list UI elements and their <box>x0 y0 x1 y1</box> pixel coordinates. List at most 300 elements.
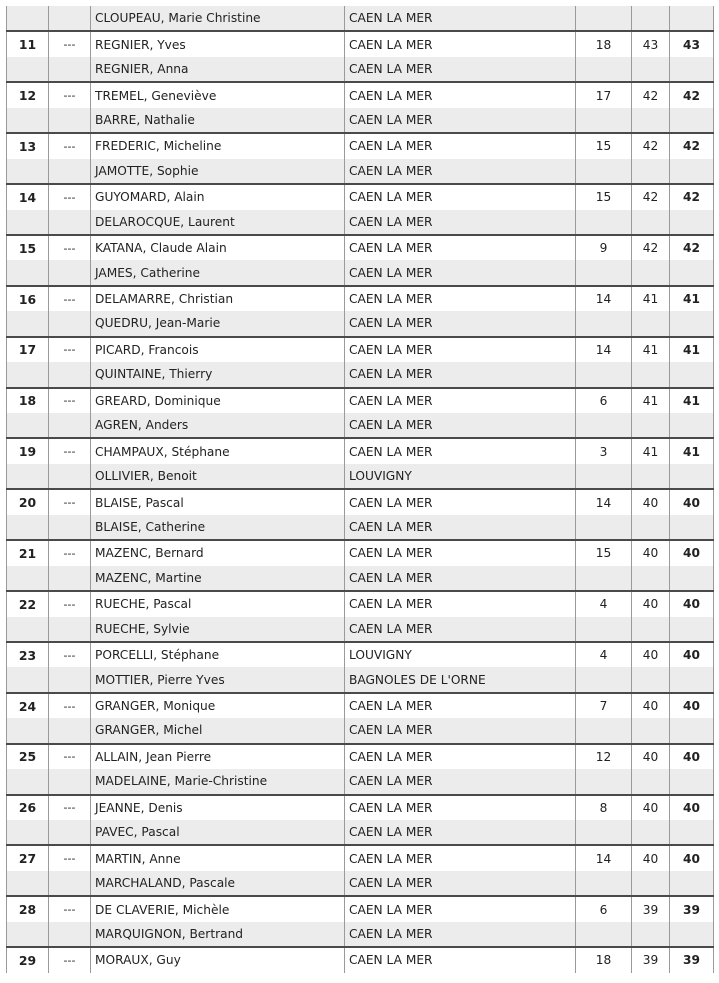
player-name-cell: OLLIVIER, Benoit <box>91 464 345 489</box>
score-b-cell: 41 <box>632 388 670 413</box>
score-a-cell: 9 <box>576 235 632 260</box>
total-score-cell <box>670 108 714 133</box>
total-score-cell: 41 <box>670 388 714 413</box>
player-name-cell: MARQUIGNON, Bertrand <box>91 922 345 947</box>
score-b-cell: 40 <box>632 642 670 667</box>
table-row <box>7 642 714 667</box>
total-score-cell: 40 <box>670 489 714 514</box>
table-row <box>7 744 714 769</box>
player-name-cell: GRANGER, Michel <box>91 718 345 743</box>
player-name-cell: MARCHALAND, Pascale <box>91 871 345 896</box>
rank-cell <box>7 413 49 438</box>
table-row <box>7 845 714 870</box>
score-b-cell <box>632 413 670 438</box>
total-score-cell <box>670 922 714 947</box>
score-a-cell: 6 <box>576 388 632 413</box>
club-cell: CAEN LA MER <box>345 769 576 794</box>
player-name-cell: FREDERIC, Micheline <box>91 133 345 158</box>
score-a-cell <box>576 311 632 336</box>
score-a-cell <box>576 210 632 235</box>
club-cell: CAEN LA MER <box>345 210 576 235</box>
player-name-cell: QUINTAINE, Thierry <box>91 362 345 387</box>
table-row <box>7 667 714 692</box>
player-name-cell: JAMES, Catherine <box>91 260 345 285</box>
score-b-cell: 41 <box>632 438 670 463</box>
score-a-cell: 15 <box>576 184 632 209</box>
dash-cell: --- <box>49 286 91 311</box>
total-score-cell: 42 <box>670 133 714 158</box>
player-name-cell: BLAISE, Pascal <box>91 489 345 514</box>
rank-cell: 14 <box>7 184 49 209</box>
club-cell: CAEN LA MER <box>345 591 576 616</box>
dash-cell <box>49 871 91 896</box>
club-cell: LOUVIGNY <box>345 464 576 489</box>
total-score-cell: 41 <box>670 286 714 311</box>
score-a-cell <box>576 566 632 591</box>
dash-cell: --- <box>49 845 91 870</box>
rank-cell <box>7 57 49 82</box>
total-score-cell <box>670 362 714 387</box>
score-b-cell <box>632 6 670 31</box>
table-row <box>7 947 714 972</box>
table-row <box>7 718 714 743</box>
table-row <box>7 184 714 209</box>
dash-cell: --- <box>49 947 91 972</box>
club-cell: CAEN LA MER <box>345 820 576 845</box>
rank-cell <box>7 617 49 642</box>
rank-cell: 29 <box>7 947 49 972</box>
table-row <box>7 210 714 235</box>
dash-cell <box>49 464 91 489</box>
score-b-cell <box>632 617 670 642</box>
score-a-cell <box>576 159 632 184</box>
rank-cell <box>7 210 49 235</box>
dash-cell <box>49 922 91 947</box>
dash-cell: --- <box>49 337 91 362</box>
club-cell: CAEN LA MER <box>345 362 576 387</box>
score-a-cell <box>576 718 632 743</box>
score-b-cell: 42 <box>632 82 670 107</box>
rank-cell: 24 <box>7 693 49 718</box>
dash-cell: --- <box>49 591 91 616</box>
total-score-cell: 43 <box>670 31 714 56</box>
table-row <box>7 489 714 514</box>
total-score-cell <box>670 413 714 438</box>
dash-cell <box>49 718 91 743</box>
table-row <box>7 108 714 133</box>
table-row <box>7 159 714 184</box>
dash-cell <box>49 667 91 692</box>
score-b-cell: 40 <box>632 540 670 565</box>
player-name-cell: GUYOMARD, Alain <box>91 184 345 209</box>
total-score-cell <box>670 871 714 896</box>
score-a-cell <box>576 667 632 692</box>
rank-cell: 15 <box>7 235 49 260</box>
score-b-cell <box>632 108 670 133</box>
club-cell: CAEN LA MER <box>345 184 576 209</box>
score-a-cell <box>576 922 632 947</box>
table-row <box>7 591 714 616</box>
player-name-cell: MARTIN, Anne <box>91 845 345 870</box>
rank-cell <box>7 566 49 591</box>
score-a-cell: 4 <box>576 642 632 667</box>
rank-cell: 23 <box>7 642 49 667</box>
total-score-cell <box>670 820 714 845</box>
score-a-cell <box>576 769 632 794</box>
table-row <box>7 617 714 642</box>
total-score-cell <box>670 566 714 591</box>
score-b-cell: 40 <box>632 693 670 718</box>
dash-cell: --- <box>49 744 91 769</box>
table-row <box>7 769 714 794</box>
club-cell: CAEN LA MER <box>345 57 576 82</box>
rank-cell: 17 <box>7 337 49 362</box>
club-cell: CAEN LA MER <box>345 6 576 31</box>
rank-cell <box>7 871 49 896</box>
dash-cell: --- <box>49 489 91 514</box>
player-name-cell: ALLAIN, Jean Pierre <box>91 744 345 769</box>
total-score-cell: 40 <box>670 540 714 565</box>
table-row <box>7 896 714 921</box>
score-a-cell <box>576 515 632 540</box>
total-score-cell <box>670 667 714 692</box>
score-b-cell: 40 <box>632 845 670 870</box>
rank-cell: 18 <box>7 388 49 413</box>
score-a-cell: 8 <box>576 795 632 820</box>
total-score-cell: 42 <box>670 184 714 209</box>
club-cell: CAEN LA MER <box>345 845 576 870</box>
player-name-cell: REGNIER, Yves <box>91 31 345 56</box>
score-b-cell: 43 <box>632 31 670 56</box>
score-b-cell <box>632 820 670 845</box>
score-a-cell <box>576 617 632 642</box>
rank-cell <box>7 311 49 336</box>
table-row <box>7 540 714 565</box>
rank-cell: 26 <box>7 795 49 820</box>
score-a-cell: 14 <box>576 337 632 362</box>
total-score-cell: 41 <box>670 337 714 362</box>
player-name-cell: CHAMPAUX, Stéphane <box>91 438 345 463</box>
club-cell: CAEN LA MER <box>345 31 576 56</box>
total-score-cell: 39 <box>670 947 714 972</box>
club-cell: CAEN LA MER <box>345 260 576 285</box>
score-a-cell <box>576 260 632 285</box>
total-score-cell <box>670 57 714 82</box>
score-b-cell: 41 <box>632 286 670 311</box>
club-cell: CAEN LA MER <box>345 896 576 921</box>
table-row <box>7 438 714 463</box>
club-cell: CAEN LA MER <box>345 566 576 591</box>
total-score-cell <box>670 769 714 794</box>
dash-cell: --- <box>49 540 91 565</box>
rank-cell <box>7 820 49 845</box>
total-score-cell: 41 <box>670 438 714 463</box>
score-b-cell <box>632 159 670 184</box>
score-b-cell: 40 <box>632 489 670 514</box>
player-name-cell: RUECHE, Sylvie <box>91 617 345 642</box>
score-b-cell <box>632 57 670 82</box>
score-b-cell: 41 <box>632 337 670 362</box>
score-a-cell <box>576 464 632 489</box>
player-name-cell: MAZENC, Martine <box>91 566 345 591</box>
player-name-cell: KATANA, Claude Alain <box>91 235 345 260</box>
rank-cell <box>7 922 49 947</box>
table-row <box>7 871 714 896</box>
player-name-cell: MORAUX, Guy <box>91 947 345 972</box>
score-a-cell: 3 <box>576 438 632 463</box>
club-cell: CAEN LA MER <box>345 540 576 565</box>
score-b-cell <box>632 566 670 591</box>
dash-cell <box>49 108 91 133</box>
score-a-cell <box>576 57 632 82</box>
rank-cell: 12 <box>7 82 49 107</box>
total-score-cell: 40 <box>670 591 714 616</box>
results-table <box>6 6 714 973</box>
total-score-cell <box>670 617 714 642</box>
player-name-cell: MADELAINE, Marie-Christine <box>91 769 345 794</box>
rank-cell <box>7 718 49 743</box>
club-cell: CAEN LA MER <box>345 337 576 362</box>
dash-cell: --- <box>49 82 91 107</box>
dash-cell: --- <box>49 184 91 209</box>
player-name-cell: RUECHE, Pascal <box>91 591 345 616</box>
club-cell: CAEN LA MER <box>345 795 576 820</box>
score-a-cell: 14 <box>576 489 632 514</box>
club-cell: CAEN LA MER <box>345 388 576 413</box>
score-b-cell <box>632 667 670 692</box>
score-a-cell <box>576 871 632 896</box>
score-a-cell: 18 <box>576 31 632 56</box>
rank-cell <box>7 362 49 387</box>
club-cell: CAEN LA MER <box>345 82 576 107</box>
club-cell: CAEN LA MER <box>345 286 576 311</box>
total-score-cell: 40 <box>670 845 714 870</box>
score-a-cell: 7 <box>576 693 632 718</box>
table-row <box>7 515 714 540</box>
player-name-cell: DE CLAVERIE, Michèle <box>91 896 345 921</box>
rank-cell <box>7 260 49 285</box>
dash-cell: --- <box>49 795 91 820</box>
player-name-cell: JAMOTTE, Sophie <box>91 159 345 184</box>
rank-cell: 21 <box>7 540 49 565</box>
rank-cell: 11 <box>7 31 49 56</box>
score-a-cell <box>576 362 632 387</box>
rank-cell: 28 <box>7 896 49 921</box>
player-name-cell: QUEDRU, Jean-Marie <box>91 311 345 336</box>
score-a-cell <box>576 820 632 845</box>
total-score-cell: 40 <box>670 693 714 718</box>
club-cell: CAEN LA MER <box>345 693 576 718</box>
club-cell: CAEN LA MER <box>345 947 576 972</box>
total-score-cell: 40 <box>670 744 714 769</box>
table-row <box>7 566 714 591</box>
dash-cell: --- <box>49 896 91 921</box>
club-cell: CAEN LA MER <box>345 744 576 769</box>
table-row <box>7 922 714 947</box>
rank-cell <box>7 667 49 692</box>
score-b-cell <box>632 718 670 743</box>
score-a-cell: 18 <box>576 947 632 972</box>
rank-cell: 22 <box>7 591 49 616</box>
club-cell: CAEN LA MER <box>345 133 576 158</box>
rank-cell: 13 <box>7 133 49 158</box>
total-score-cell <box>670 260 714 285</box>
total-score-cell <box>670 210 714 235</box>
score-b-cell <box>632 260 670 285</box>
club-cell: CAEN LA MER <box>345 489 576 514</box>
dash-cell <box>49 6 91 31</box>
club-cell: LOUVIGNY <box>345 642 576 667</box>
dash-cell <box>49 159 91 184</box>
total-score-cell <box>670 464 714 489</box>
score-a-cell: 6 <box>576 896 632 921</box>
club-cell: CAEN LA MER <box>345 617 576 642</box>
dash-cell: --- <box>49 388 91 413</box>
rank-cell: 27 <box>7 845 49 870</box>
dash-cell <box>49 820 91 845</box>
table-row <box>7 235 714 260</box>
dash-cell <box>49 515 91 540</box>
dash-cell <box>49 57 91 82</box>
player-name-cell: BARRE, Nathalie <box>91 108 345 133</box>
dash-cell: --- <box>49 642 91 667</box>
score-b-cell <box>632 210 670 235</box>
score-a-cell: 15 <box>576 540 632 565</box>
table-row <box>7 388 714 413</box>
table-row <box>7 6 714 31</box>
rank-cell <box>7 108 49 133</box>
results-table-body <box>7 6 714 973</box>
table-row <box>7 337 714 362</box>
rank-cell: 25 <box>7 744 49 769</box>
table-row <box>7 362 714 387</box>
rank-cell <box>7 464 49 489</box>
club-cell: CAEN LA MER <box>345 108 576 133</box>
score-b-cell <box>632 871 670 896</box>
dash-cell: --- <box>49 31 91 56</box>
player-name-cell: CLOUPEAU, Marie Christine <box>91 6 345 31</box>
rank-cell: 16 <box>7 286 49 311</box>
dash-cell <box>49 362 91 387</box>
table-row <box>7 286 714 311</box>
rank-cell: 19 <box>7 438 49 463</box>
player-name-cell: DELAMARRE, Christian <box>91 286 345 311</box>
dash-cell <box>49 566 91 591</box>
dash-cell <box>49 769 91 794</box>
rank-cell <box>7 515 49 540</box>
player-name-cell: MAZENC, Bernard <box>91 540 345 565</box>
total-score-cell <box>670 311 714 336</box>
player-name-cell: GRANGER, Monique <box>91 693 345 718</box>
rank-cell: 20 <box>7 489 49 514</box>
total-score-cell <box>670 6 714 31</box>
dash-cell <box>49 260 91 285</box>
table-row <box>7 795 714 820</box>
total-score-cell: 40 <box>670 642 714 667</box>
table-row <box>7 464 714 489</box>
player-name-cell: REGNIER, Anna <box>91 57 345 82</box>
player-name-cell: MOTTIER, Pierre Yves <box>91 667 345 692</box>
score-a-cell: 12 <box>576 744 632 769</box>
score-a-cell: 15 <box>576 133 632 158</box>
dash-cell <box>49 311 91 336</box>
table-row <box>7 133 714 158</box>
player-name-cell: TREMEL, Geneviève <box>91 82 345 107</box>
score-b-cell: 42 <box>632 184 670 209</box>
score-b-cell: 40 <box>632 591 670 616</box>
total-score-cell: 42 <box>670 235 714 260</box>
dash-cell: --- <box>49 235 91 260</box>
player-name-cell: DELAROCQUE, Laurent <box>91 210 345 235</box>
dash-cell: --- <box>49 693 91 718</box>
score-b-cell: 42 <box>632 133 670 158</box>
rank-cell <box>7 6 49 31</box>
player-name-cell: AGREN, Anders <box>91 413 345 438</box>
club-cell: CAEN LA MER <box>345 718 576 743</box>
table-row <box>7 820 714 845</box>
score-b-cell <box>632 362 670 387</box>
score-b-cell <box>632 515 670 540</box>
score-a-cell: 17 <box>576 82 632 107</box>
total-score-cell <box>670 515 714 540</box>
club-cell: CAEN LA MER <box>345 515 576 540</box>
club-cell: BAGNOLES DE L'ORNE <box>345 667 576 692</box>
score-a-cell: 4 <box>576 591 632 616</box>
score-b-cell: 39 <box>632 947 670 972</box>
dash-cell: --- <box>49 438 91 463</box>
score-b-cell: 40 <box>632 795 670 820</box>
player-name-cell: PICARD, Francois <box>91 337 345 362</box>
score-a-cell: 14 <box>576 845 632 870</box>
dash-cell <box>49 210 91 235</box>
score-a-cell: 14 <box>576 286 632 311</box>
score-b-cell: 40 <box>632 744 670 769</box>
player-name-cell: JEANNE, Denis <box>91 795 345 820</box>
club-cell: CAEN LA MER <box>345 159 576 184</box>
club-cell: CAEN LA MER <box>345 235 576 260</box>
score-a-cell <box>576 413 632 438</box>
club-cell: CAEN LA MER <box>345 413 576 438</box>
score-b-cell <box>632 464 670 489</box>
total-score-cell: 42 <box>670 82 714 107</box>
table-row <box>7 57 714 82</box>
club-cell: CAEN LA MER <box>345 922 576 947</box>
player-name-cell: BLAISE, Catherine <box>91 515 345 540</box>
rank-cell <box>7 159 49 184</box>
dash-cell: --- <box>49 133 91 158</box>
table-row <box>7 260 714 285</box>
player-name-cell: PORCELLI, Stéphane <box>91 642 345 667</box>
dash-cell <box>49 413 91 438</box>
score-b-cell <box>632 311 670 336</box>
total-score-cell <box>670 718 714 743</box>
player-name-cell: PAVEC, Pascal <box>91 820 345 845</box>
score-b-cell: 39 <box>632 896 670 921</box>
score-b-cell <box>632 769 670 794</box>
total-score-cell: 40 <box>670 795 714 820</box>
table-row <box>7 311 714 336</box>
total-score-cell: 39 <box>670 896 714 921</box>
score-b-cell: 42 <box>632 235 670 260</box>
club-cell: CAEN LA MER <box>345 311 576 336</box>
rank-cell <box>7 769 49 794</box>
club-cell: CAEN LA MER <box>345 438 576 463</box>
table-row <box>7 82 714 107</box>
table-row <box>7 693 714 718</box>
table-row <box>7 31 714 56</box>
player-name-cell: GREARD, Dominique <box>91 388 345 413</box>
dash-cell <box>49 617 91 642</box>
